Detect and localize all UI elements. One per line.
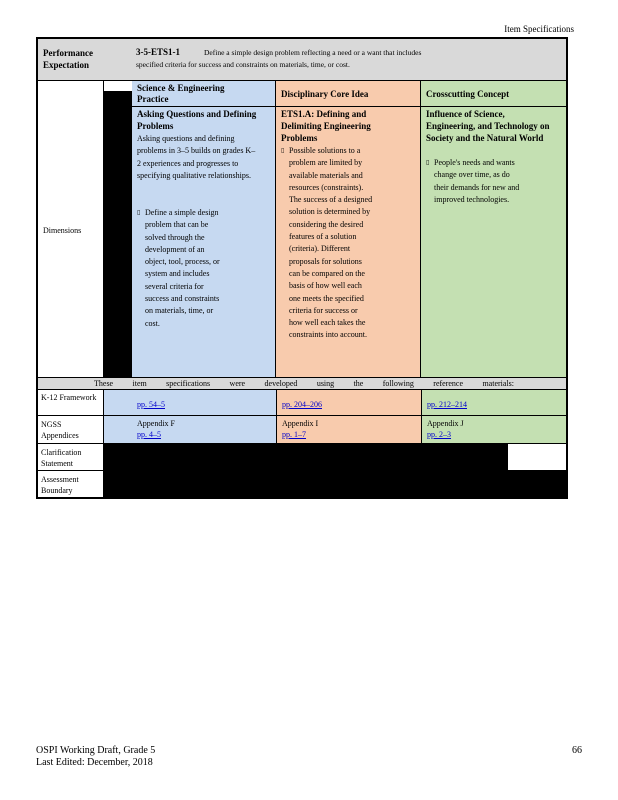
ngss-ccc-title: Appendix J: [427, 419, 464, 428]
k12-sep-link[interactable]: pp. 54–5: [137, 400, 165, 409]
ccc-subtitle: Influence of Science, Engineering, and Technology on Society and the Natural World: [426, 109, 550, 143]
ccc-column: [421, 81, 566, 377]
clarification-redaction: [103, 444, 508, 470]
ccc-bullets: [426, 157, 521, 206]
row-assessment: [38, 471, 566, 497]
dci-bullet: ▯ Possible solutions to a problem are limited by available materials and resources (constraints). The success of a designed solution is determined by considering the desired features of a solution (criteria). Different proposals for solutions can be compared on the basis of how well each one meets the specified criteria for success or how well each takes the constraints into account.: [281, 145, 373, 342]
row-k12: [38, 390, 566, 416]
dci-subtitle: ETS1.A: Defining and Delimiting Engineering Problems: [281, 109, 371, 143]
footer-line2: Last Edited: December, 2018: [36, 757, 153, 768]
sep-bullets: [137, 207, 227, 330]
ngss-label: NGSS Appendices: [41, 420, 79, 440]
sep-intro: Asking questions and defining problems in 3–5 builds on grades K–2 experiences and progresses to specifying qualitative relationships.: [137, 134, 256, 180]
row-clarification: [38, 444, 566, 471]
ngss-dci-title: Appendix I: [282, 419, 319, 428]
reference-row: [38, 377, 566, 390]
ngss-sep-title: Appendix F: [137, 419, 175, 428]
ngss-ccc-link[interactable]: pp. 2–3: [427, 430, 451, 439]
clarification-label: Clarification Statement: [41, 448, 82, 468]
performance-label: Performance Expectation: [43, 48, 93, 70]
k12-dci-link[interactable]: pp. 204–206: [282, 400, 322, 409]
dci-title: Disciplinary Core Idea: [281, 89, 369, 99]
performance-text: Define a simple design problem reflecting a need or a want that includes specified criteria for success and constraints on materials, time, or cost.: [136, 48, 422, 69]
dci-column: [276, 81, 421, 377]
ngss-sep-link[interactable]: pp. 4–5: [137, 430, 161, 439]
sep-title: Science & Engineering Practice: [137, 83, 225, 104]
ngss-dci-link[interactable]: pp. 1–7: [282, 430, 306, 439]
performance-row: [38, 39, 566, 81]
dimensions-label: Dimensions: [43, 226, 82, 235]
dci-bullets: [281, 145, 373, 342]
page-header-text: Item Specifications: [504, 24, 574, 34]
reference-note: These item specifications were developed using the following reference materials:: [94, 379, 514, 388]
sep-subtitle: Asking Questions and Defining Problems: [137, 109, 257, 131]
assessment-label: Assessment Boundary: [41, 475, 79, 495]
sep-bullet: ▯ Define a simple design problem that can be solved through the development of an object, tool, process, or system and includes several criteria for success and constraints on materials, time, or cost.: [137, 207, 227, 330]
assessment-redaction: [103, 471, 566, 497]
page-number: 66: [572, 745, 582, 756]
row-ngss: [38, 416, 566, 444]
performance-code: 3-5-ETS1-1: [136, 47, 181, 57]
ccc-bullet: ▯ People's needs and wants change over time, as do their demands for new and improved technologies.: [426, 157, 521, 206]
footer-line1: OSPI Working Draft, Grade 5: [36, 745, 156, 756]
footer-left: [36, 745, 155, 769]
k12-ccc-link[interactable]: pp. 212–214: [427, 400, 467, 409]
dimensions-label-cell: [38, 81, 104, 377]
k12-label: K-12 Framework: [41, 393, 97, 402]
redaction-bar: [104, 91, 132, 377]
ccc-title: Crosscutting Concept: [426, 89, 510, 99]
sep-column: [132, 81, 276, 377]
